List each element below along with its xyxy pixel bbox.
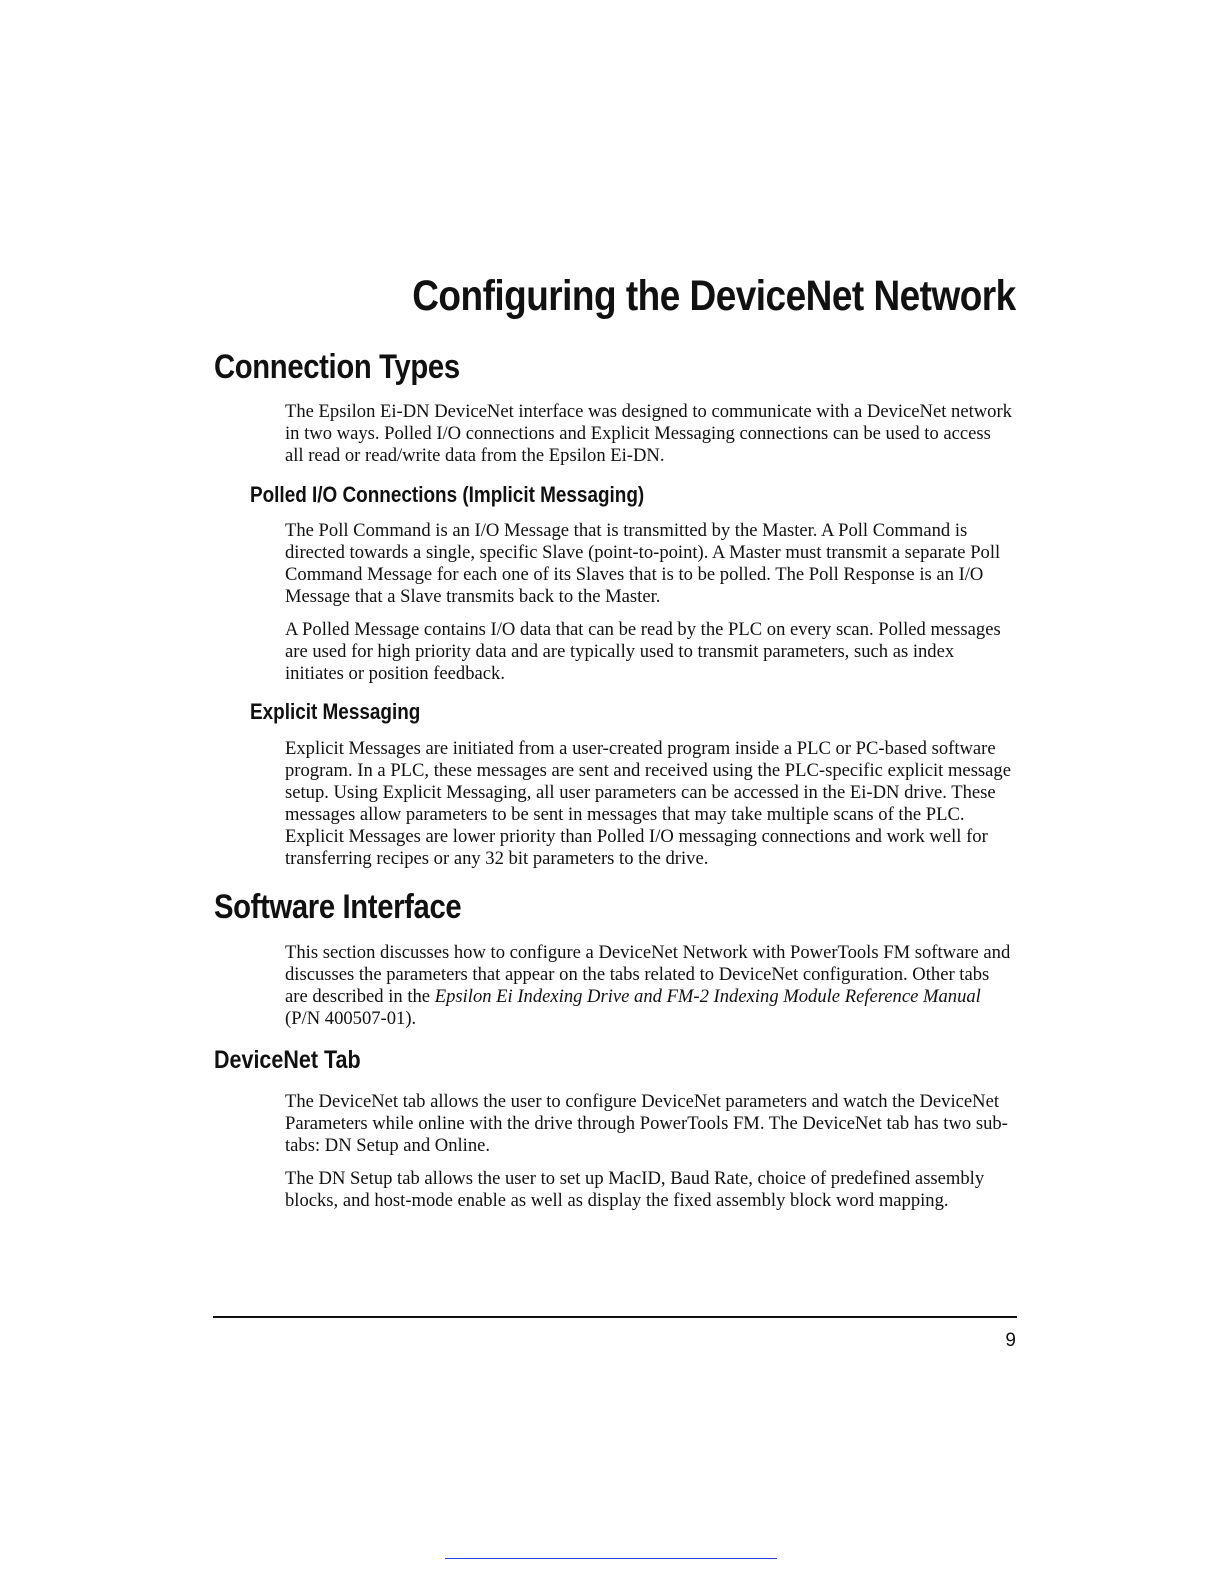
bottom-link-underline (445, 1558, 777, 1559)
footer-divider (213, 1316, 1017, 1318)
subsection-heading-explicit-messaging: Explicit Messaging (250, 699, 421, 724)
chapter-title: Configuring the DeviceNet Network (412, 272, 1016, 320)
page-number: 9 (1005, 1330, 1016, 1351)
reference-manual-part-number: (P/N 400507-01). (285, 1008, 417, 1029)
subsection-heading-polled-io: Polled I/O Connections (Implicit Messaging) (250, 482, 645, 507)
subsection-heading-devicenet-tab: DeviceNet Tab (214, 1046, 361, 1074)
devicenet-tab-paragraph-2: The DN Setup tab allows the user to set up MacID, Baud Rate, choice of predefined assembly blocks, and host-mode enable as well as display the fixed assembly block word mapping. (285, 1168, 985, 1211)
polled-io-paragraph-2: A Polled Message contains I/O data that can be read by the PLC on every scan. Polled messages are used for high priority data and are typically used to transmit parameters, such as index initiates or position feedback. (285, 619, 1001, 684)
polled-io-paragraph-1: The Poll Command is an I/O Message that is transmitted by the Master. A Poll Command is directed towards a single, specific Slave (point-to-point). A Master must transmit a separate Poll Command Message for each one of its Slaves that is to be polled. The Poll Response is an I/O Message that a Slave transmits back to the Master. (285, 520, 1001, 607)
software-interface-intro-text: This section discusses how to configure a DeviceNet Network with PowerTools FM software and discusses the parameters that appear on the tabs related to DeviceNet configuration. Other tabs are described in the (285, 942, 1011, 1007)
reference-manual-title: Epsilon Ei Indexing Drive and FM-2 Indexing Module Reference Manual (434, 986, 981, 1007)
section-heading-connection-types: Connection Types (214, 348, 460, 386)
devicenet-tab-paragraph-1: The DeviceNet tab allows the user to configure DeviceNet parameters and watch the DeviceNet Parameters while online with the drive through PowerTools FM. The DeviceNet tab has two sub-tabs: DN Setup and Online. (285, 1091, 1008, 1156)
software-interface-intro (285, 942, 1013, 1030)
explicit-messaging-paragraph: Explicit Messages are initiated from a user-created program inside a PLC or PC-based software program. In a PLC, these messages are sent and received using the PLC-specific explicit message setup. Using Explicit Messaging, all user parameters can be accessed in the Ei-DN drive. These messages allow parameters to be sent in messages that may take multiple scans of the PLC. Explicit Messages are lower priority than Polled I/O messaging connections and work well for transferring recipes or any 32 bit parameters to the drive. (285, 738, 1011, 869)
connection-types-intro: The Epsilon Ei-DN DeviceNet interface was designed to communicate with a DeviceNet network in two ways. Polled I/O connections and Explicit Messaging connections can be used to access all read or read/write data from the Epsilon Ei-DN. (285, 401, 1012, 466)
section-heading-software-interface: Software Interface (214, 888, 462, 926)
